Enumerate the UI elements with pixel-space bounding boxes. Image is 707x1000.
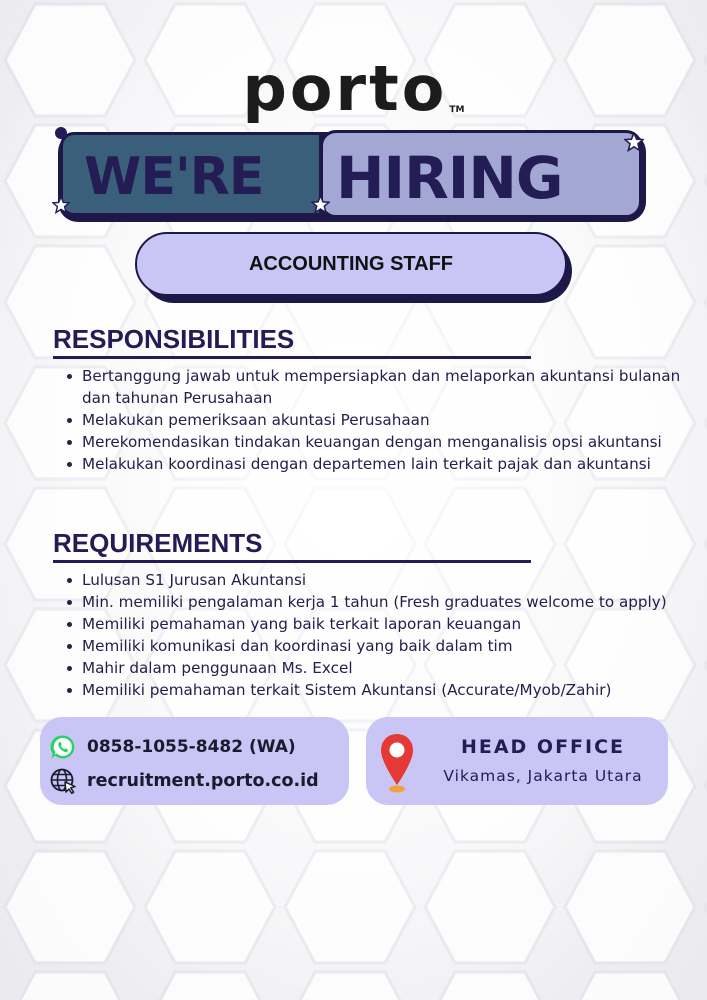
section-divider [53,560,531,563]
office-title: HEAD OFFICE [460,736,626,758]
star-icon [624,132,644,152]
list-item: Mahir dalam penggunaan Ms. Excel [53,657,693,679]
porto-logo [0,52,707,125]
list-item: Bertanggung jawab untuk mempersiapkan dan melaporkan akuntansi bulanan dan tahunan Perusahaan [53,365,693,409]
star-icon [311,195,330,214]
position-title: ACCOUNTING STAFF [248,252,454,275]
position-pill [135,232,575,304]
banner-left-text: WE'RE [84,147,264,207]
responsibilities-section [53,326,693,475]
list-item: Memiliki komunikasi dan koordinasi yang baik dalam tim [53,635,693,657]
responsibilities-list [53,365,693,475]
pill-face [135,232,567,296]
office-address: Vikamas, Jakarta Utara [443,767,643,785]
star-icon [52,196,70,214]
phone-row[interactable] [49,733,296,761]
logo-wordmark: porto [242,52,448,125]
requirements-section [53,530,693,701]
logo-trademark: TM [449,105,465,115]
whatsapp-icon [49,733,77,761]
list-item: Melakukan pemeriksaan akuntasi Perusahaan [53,409,693,431]
website-url: recruitment.porto.co.id [87,771,319,791]
list-item: Memiliki pemahaman terkait Sistem Akuntansi (Accurate/Myob/Zahir) [53,679,693,701]
phone-number: 0858-1055-8482 (WA) [87,737,296,757]
requirements-list [53,569,693,701]
list-item: Lulusan S1 Jurusan Akuntansi [53,569,693,591]
section-divider [53,356,531,359]
list-item: Memiliki pemahaman yang baik terkait laporan keuangan [53,613,693,635]
list-item: Merekomendasikan tindakan keuangan dengan menganalisis opsi akuntansi [53,431,693,453]
location-pin-icon [377,731,417,795]
responsibilities-heading: RESPONSIBILITIES [53,324,295,354]
office-card [366,717,668,805]
requirements-heading: REQUIREMENTS [53,528,263,558]
list-item: Min. memiliki pengalaman kerja 1 tahun (Fresh graduates welcome to apply) [53,591,693,613]
banner-dot [55,127,67,139]
list-item: Melakukan koordinasi dengan departemen lain terkait pajak dan akuntansi [53,453,693,475]
globe-cursor-icon [49,767,77,795]
banner-right-text: HIRING [336,144,563,212]
website-row[interactable] [49,767,319,795]
contact-card [40,717,349,805]
hiring-banner [52,124,652,224]
